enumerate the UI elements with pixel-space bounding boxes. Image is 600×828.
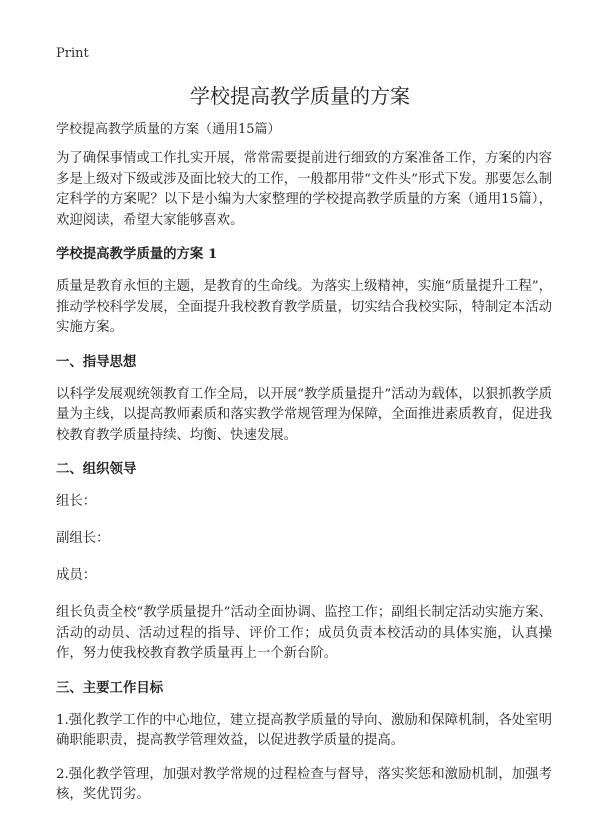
- section-1-title: 学校提高教学质量的方案 1: [56, 246, 218, 262]
- vice-leader-label: 副组长：: [56, 531, 110, 546]
- guiding-ideology-paragraph: 以科学发展观统领教育工作全局，以开展“教学质量提升”活动为载体，以狠抓教学质量为主线，以提高教师素质和落实教学常规管理为保障，全面推进素质教育，促进我校教育教学质量持续、均衡、快速发展。: [56, 386, 552, 443]
- intro-paragraph: 为了确保事情或工作扎实开展，常常需要提前进行细致的方案准备工作，方案的内容多是上级对下级或涉及面比较大的工作，一般都用带“文件头”形式下发。那要怎么制定科学的方案呢？以下是小编为大家整理的学校提高教学质量的方案（通用15篇），欢迎阅读，希望大家能够喜欢。: [56, 151, 552, 228]
- goal-2-paragraph: 2.强化教学管理，加强对教学常规的过程检查与督导，落实奖惩和激励机制，加强考核，奖优罚劣。: [56, 766, 552, 802]
- heading-main-goals: 三、主要工作目标: [56, 679, 164, 696]
- leader-label: 组长：: [56, 494, 97, 509]
- members-label: 成员：: [56, 568, 97, 583]
- organization-paragraph: 组长负责全校“教学质量提升”活动全面协调、监控工作；副组长制定活动实施方案、活动的动员、活动过程的指导、评价工作；成员负责本校活动的具体实施，认真操作，努力使我校教育教学质量再上一个新台阶。: [56, 605, 552, 661]
- goal-1-paragraph: 1.强化教学工作的中心地位，建立提高教学质量的导向、激励和保障机制，各处室明确职能职责，提高教学管理效益，以促进教学质量的提高。: [56, 712, 552, 748]
- heading-guiding-ideology: 一、指导思想: [56, 353, 137, 370]
- document-title: 学校提高教学质量的方案: [190, 84, 410, 108]
- document-subtitle: 学校提高教学质量的方案（通用15篇）: [56, 122, 281, 137]
- heading-organization: 二、组织领导: [56, 461, 137, 477]
- print-label[interactable]: Print: [56, 46, 89, 61]
- document-body: [56, 121, 552, 819]
- section-1-intro-paragraph: 质量是教育永恒的主题，是教育的生命线。为落实上级精神，实施“质量提升工程”，推动学校科学发展，全面提升我校教育教学质量，切实结合我校实际，特制定本活动实施方案。: [56, 279, 552, 335]
